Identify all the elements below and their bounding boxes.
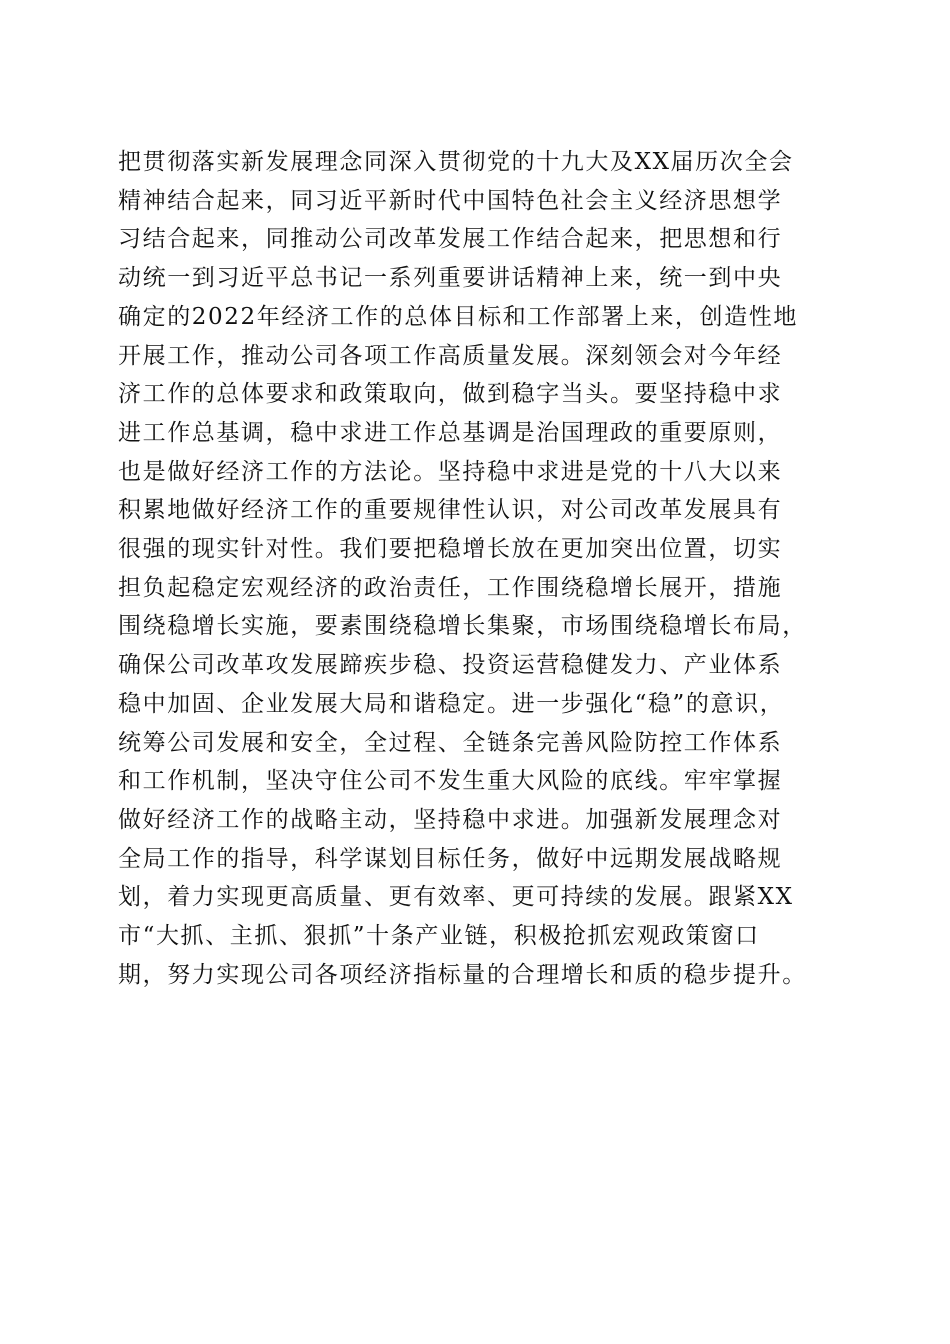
- paragraph-line: 确保公司改革攻发展蹄疾步稳、投资运营稳健发力、产业体系: [118, 652, 783, 679]
- paragraph-line: 很强的现实针对性。我们要把稳增长放在更加突出位置，切实: [118, 536, 783, 563]
- paragraph-line: 确定的2022年经济工作的总体目标和工作部署上来，创造性地: [118, 303, 798, 330]
- paragraph-line: 期，努力实现公司各项经济指标量的合理增长和质的稳步提升。: [118, 961, 807, 988]
- paragraph-line: 习结合起来，同推动公司改革发展工作结合起来，把思想和行: [118, 226, 783, 253]
- paragraph-line: 也是做好经济工作的方法论。坚持稳中求进是党的十八大以来: [118, 458, 783, 485]
- paragraph-line: 和工作机制，坚决守住公司不发生重大风险的底线。牢牢掌握: [118, 768, 783, 795]
- paragraph-line: 济工作的总体要求和政策取向，做到稳字当头。要坚持稳中求: [118, 381, 783, 408]
- paragraph-line: 稳中加固、企业发展大局和谐稳定。进一步强化“稳”的意识，: [118, 690, 785, 717]
- paragraph-line: 围绕稳增长实施，要素围绕稳增长集聚，市场围绕稳增长布局，: [118, 613, 807, 640]
- paragraph-line: 全局工作的指导，科学谋划目标任务，做好中远期发展战略规: [118, 845, 783, 872]
- paragraph-line: 进工作总基调，稳中求进工作总基调是治国理政的重要原则，: [118, 419, 783, 446]
- paragraph-line: 统筹公司发展和安全，全过程、全链条完善风险防控工作体系: [118, 729, 783, 756]
- paragraph-line: 精神结合起来，同习近平新时代中国特色社会主义经济思想学: [118, 187, 783, 214]
- body-paragraph: [118, 143, 838, 994]
- paragraph-line: 划，着力实现更高质量、更有效率、更可持续的发展。跟紧XX: [118, 884, 794, 911]
- paragraph-line: 担负起稳定宏观经济的政治责任，工作围绕稳增长展开，措施: [118, 574, 783, 601]
- paragraph-line: 做好经济工作的战略主动，坚持稳中求进。加强新发展理念对: [118, 806, 783, 833]
- paragraph-line: 动统一到习近平总书记一系列重要讲话精神上来，统一到中央: [118, 265, 783, 292]
- paragraph-line: 积累地做好经济工作的重要规律性认识，对公司改革发展具有: [118, 497, 783, 524]
- paragraph-line: 开展工作，推动公司各项工作高质量发展。深刻领会对今年经: [118, 342, 783, 369]
- paragraph-line: 把贯彻落实新发展理念同深入贯彻党的十九大及XX届历次全会: [118, 149, 794, 175]
- paragraph-line: 市“大抓、主抓、狠抓”十条产业链，积极抢抓宏观政策窗口: [118, 923, 760, 950]
